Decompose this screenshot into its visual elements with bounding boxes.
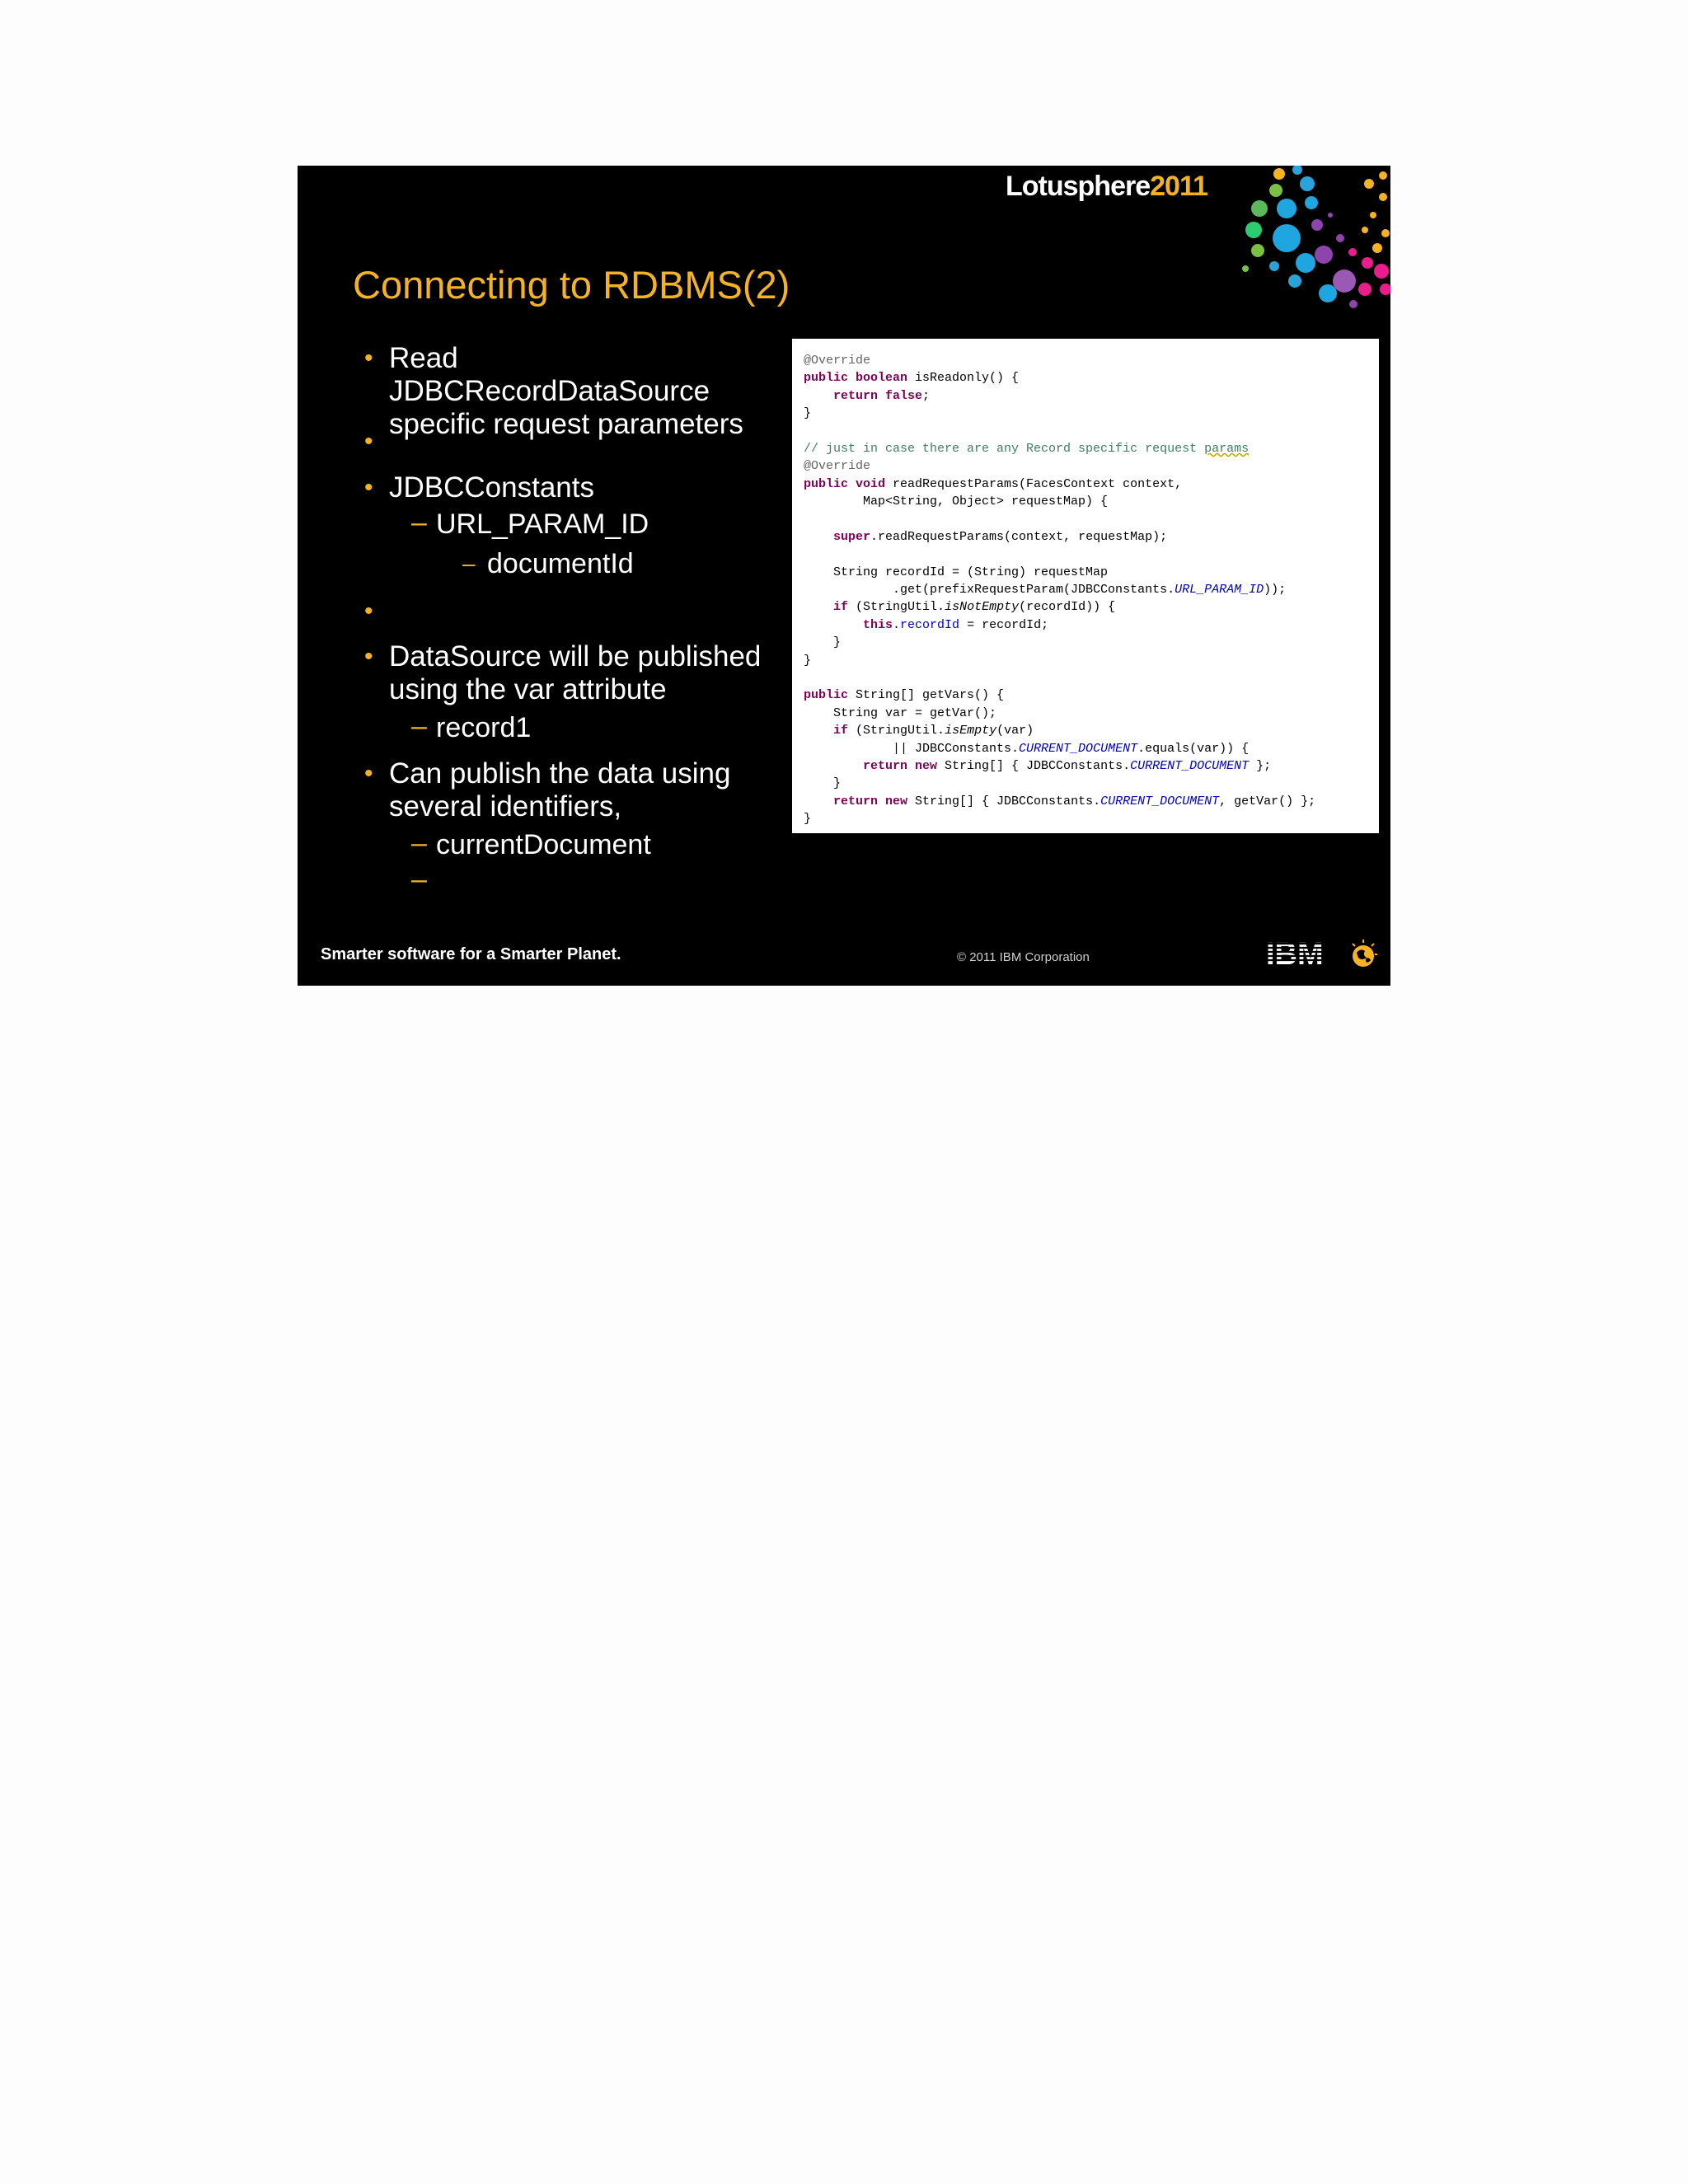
- code-line: }: [804, 776, 842, 791]
- bullet-text: JDBCConstants: [389, 471, 594, 504]
- code-line: super.readRequestParams(context, requestMap);: [833, 529, 1168, 544]
- code-line: @Override: [804, 354, 871, 368]
- decorative-dots-graphic: [1167, 166, 1390, 314]
- sub-bullet-item: [411, 710, 532, 744]
- code-line: public void readRequestParams(FacesContext context,: [804, 476, 1183, 491]
- bullet-marker: •: [364, 760, 373, 787]
- dash-marker: –: [411, 864, 427, 895]
- ibm-logo: [1266, 936, 1378, 972]
- code-line: if (StringUtil.isEmpty(var): [833, 724, 1034, 738]
- code-line: [804, 511, 1379, 528]
- slide-title: Connecting to RDBMS(2): [353, 263, 790, 307]
- footer-copyright: © 2011 IBM Corporation: [957, 950, 1090, 964]
- sub-bullet-text: currentDocument: [436, 829, 651, 860]
- code-line: }: [804, 635, 842, 650]
- bullet-item: [364, 471, 776, 504]
- bullet-item: [364, 757, 776, 823]
- bullet-marker: •: [364, 344, 373, 372]
- dash-marker: –: [411, 827, 427, 859]
- ibm-logo-text: IBM: [1266, 937, 1324, 972]
- code-line: return new String[] { JDBCConstants.CURRENT_DOCUMENT, getVar() };: [833, 794, 1316, 808]
- code-line: [804, 423, 1379, 440]
- bullet-item: [364, 595, 776, 628]
- code-line: // just in case there are any Record specific request params: [804, 441, 1250, 456]
- sub-bullet-item: [411, 827, 651, 861]
- code-line: }: [804, 812, 812, 827]
- dash-marker: –: [411, 507, 427, 538]
- bullet-item: [364, 640, 776, 706]
- sub-sub-bullet-text: documentId: [487, 548, 634, 579]
- smarter-planet-icon: [1353, 940, 1377, 967]
- sub-bullet-text: URL_PARAM_ID: [436, 509, 649, 540]
- code-line: Map<String, Object> requestMap) {: [804, 494, 1109, 509]
- footer-tagline: Smarter software for a Smarter Planet.: [321, 945, 621, 963]
- bullet-marker: •: [364, 643, 373, 670]
- bullet-marker: •: [364, 474, 373, 501]
- code-line: @Override: [804, 459, 871, 474]
- brand-year: 2011: [1150, 171, 1207, 202]
- bullet-marker: •: [364, 428, 373, 455]
- code-line: public boolean isReadonly() {: [804, 371, 1020, 386]
- sub-bullet-text: record1: [436, 712, 532, 743]
- dash-marker: –: [411, 710, 427, 742]
- bullet-text: Read JDBCRecordDataSource specific request parameters: [389, 342, 743, 440]
- code-line: return false;: [833, 388, 931, 403]
- code-line: .get(prefixRequestParam(JDBCConstants.URL_PARAM_ID));: [804, 583, 1287, 598]
- code-line: return new String[] { JDBCConstants.CURRENT_DOCUMENT };: [863, 758, 1272, 773]
- code-line: [804, 669, 1379, 687]
- code-line: || JDBCConstants.CURRENT_DOCUMENT.equals(var)) {: [804, 741, 1250, 756]
- code-line: if (StringUtil.isNotEmpty(recordId)) {: [833, 600, 1116, 615]
- sub-bullet-item: [411, 507, 649, 541]
- bullet-text: Can publish the data using several identifiers,: [389, 757, 731, 823]
- code-line: String recordId = (String) requestMap: [804, 565, 1109, 579]
- bullet-marker: •: [364, 598, 373, 625]
- code-line: }: [804, 406, 812, 421]
- code-line: [804, 546, 1379, 563]
- dash-marker: –: [462, 551, 476, 576]
- slide: [298, 166, 1390, 986]
- brand-name: Lotusphere: [1006, 171, 1151, 202]
- code-screenshot: [792, 339, 1379, 833]
- code-line: String var = getVar();: [804, 705, 997, 720]
- code-line: }: [804, 653, 812, 668]
- code-line: public String[] getVars() {: [804, 688, 1005, 703]
- sub-sub-bullet-item: [462, 547, 634, 580]
- bullet-text: DataSource will be published using the var attribute: [389, 640, 762, 705]
- code-line: this.recordId = recordId;: [863, 617, 1049, 632]
- bullet-item: [364, 425, 776, 458]
